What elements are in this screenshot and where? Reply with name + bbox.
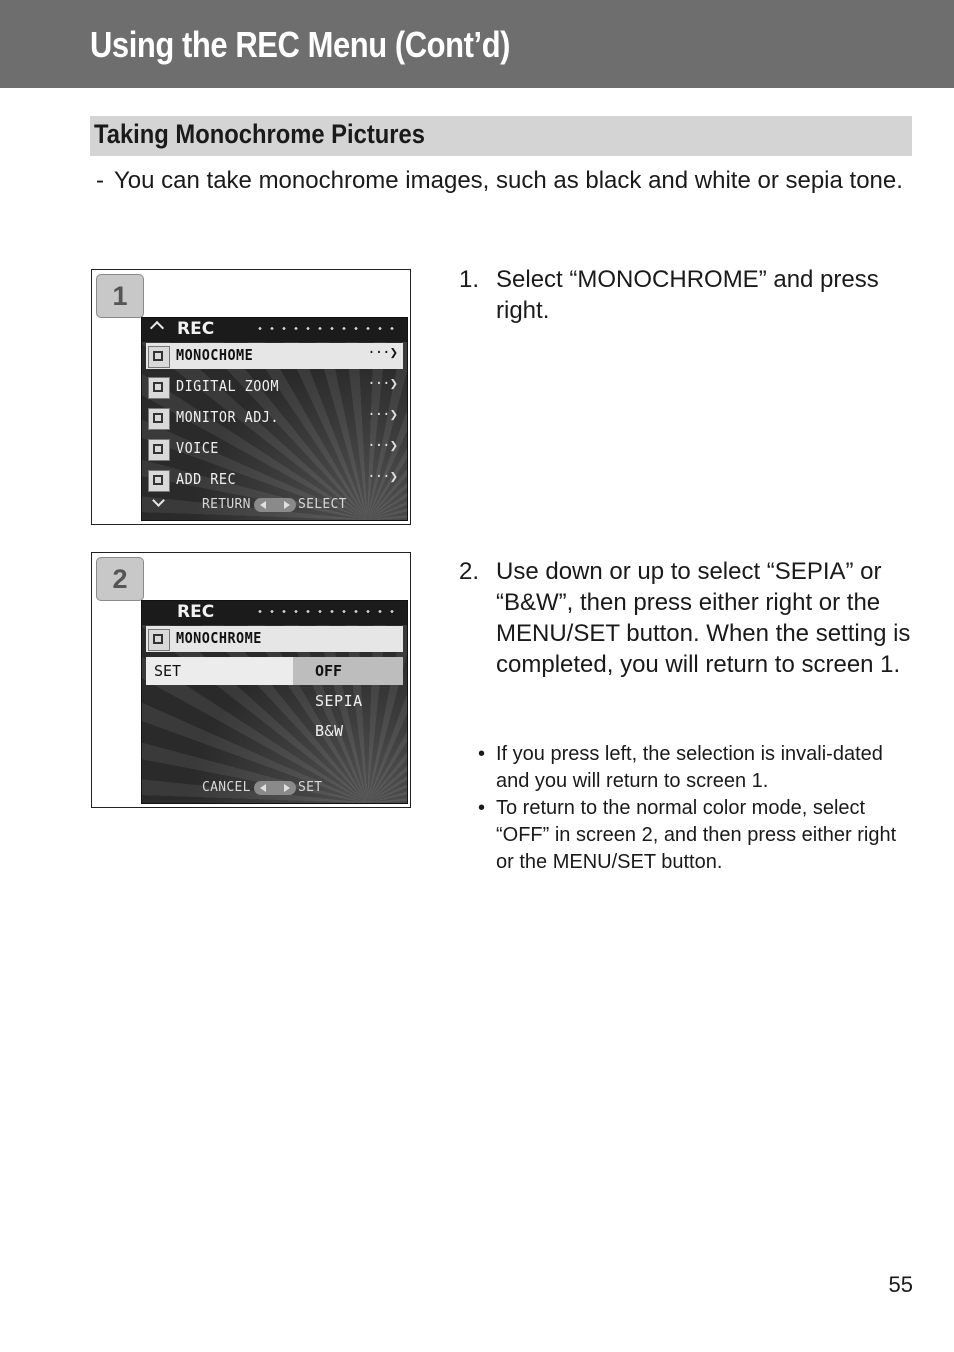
chevron-right-icon: ···❯ [367, 469, 397, 485]
left-right-button-icon [254, 498, 296, 512]
note-text: To return to the normal color mode, select “OFF” in screen 2, and then press either right or the MENU/SET button. [496, 797, 897, 873]
menu-item-label: MONOCHOME [176, 346, 254, 364]
step-number: 2. [459, 558, 480, 585]
menu-item-label: MONOCHROME [176, 629, 262, 647]
screen-badge-2: 2 [96, 557, 144, 601]
set-row [146, 657, 403, 685]
page-dots [254, 610, 399, 613]
menu-item-label: ADD REC [176, 470, 237, 488]
intro-paragraph [96, 164, 912, 197]
section-bar [90, 116, 912, 156]
monitor-adjust-icon [148, 408, 170, 430]
lcd-title: REC [177, 319, 215, 339]
chevron-right-icon: ···❯ [367, 345, 397, 361]
screen-badge-1: 1 [96, 274, 144, 318]
footer-set-label: SET [298, 780, 323, 795]
menu-item-label: MONITOR ADJ. [176, 408, 279, 426]
menu-item-add-rec[interactable] [146, 467, 403, 493]
step-text: Select “MONOCHROME” and press right. [496, 266, 879, 324]
menu-item-voice[interactable] [146, 436, 403, 462]
chevron-right-icon: ···❯ [367, 376, 397, 392]
menu-item-label: DIGITAL ZOOM [176, 377, 279, 395]
note-item [478, 741, 918, 795]
menu-item-monochrome [146, 626, 403, 652]
menu-item-label: VOICE [176, 439, 219, 457]
chevron-right-icon: ···❯ [367, 438, 397, 454]
chevron-right-icon: ···❯ [367, 407, 397, 423]
step-number: 1. [459, 266, 480, 293]
header-bar [0, 0, 954, 88]
monochrome-icon [148, 629, 170, 651]
digital-zoom-icon [148, 377, 170, 399]
down-arrow-icon [152, 494, 165, 507]
step-2 [459, 556, 915, 680]
lcd-screen-1 [141, 317, 408, 521]
menu-item-monochrome[interactable] [146, 343, 403, 369]
notes-list [478, 741, 918, 876]
intro-dash: - [96, 167, 104, 194]
lcd-header [142, 601, 407, 625]
option-off[interactable]: OFF [293, 657, 403, 685]
note-text: If you press left, the selection is invali-dated and you will return to screen 1. [496, 743, 883, 792]
footer-select-label: SELECT [298, 497, 347, 512]
bullet: • [478, 743, 486, 765]
lcd-title: REC [177, 602, 215, 622]
lcd-header [142, 318, 407, 342]
menu-item-monitor-adj[interactable] [146, 405, 403, 431]
microphone-icon [148, 470, 170, 492]
left-right-button-icon [254, 781, 296, 795]
lcd-screen-2 [141, 600, 408, 804]
footer-cancel-label: CANCEL [202, 780, 251, 795]
lcd-footer [202, 495, 402, 515]
up-arrow-icon [150, 321, 164, 335]
option-bw[interactable]: B&W [315, 722, 344, 740]
step-text: Use down or up to select “SEPIA” or “B&W”, then press either right or the MENU/SET button. When the setting is completed, you will return to screen 1. [496, 558, 911, 678]
page-title: Using the REC Menu (Cont’d) [90, 24, 511, 65]
footer-return-label: RETURN [202, 497, 251, 512]
page-dots [254, 327, 399, 330]
set-label: SET [146, 657, 293, 685]
menu-item-digital-zoom[interactable] [146, 374, 403, 400]
screen-figure-2 [91, 552, 411, 808]
note-item [478, 795, 918, 876]
intro-text: You can take monochrome images, such as black and white or sepia tone. [114, 167, 903, 194]
option-sepia[interactable]: SEPIA [315, 692, 363, 710]
step-1 [459, 264, 915, 326]
page-number: 55 [888, 1272, 913, 1297]
section-title: Taking Monochrome Pictures [94, 119, 425, 149]
screen-figure-1 [91, 269, 411, 525]
monochrome-icon [148, 346, 170, 368]
bullet: • [478, 797, 486, 819]
lcd-footer [202, 778, 402, 798]
voice-icon [148, 439, 170, 461]
